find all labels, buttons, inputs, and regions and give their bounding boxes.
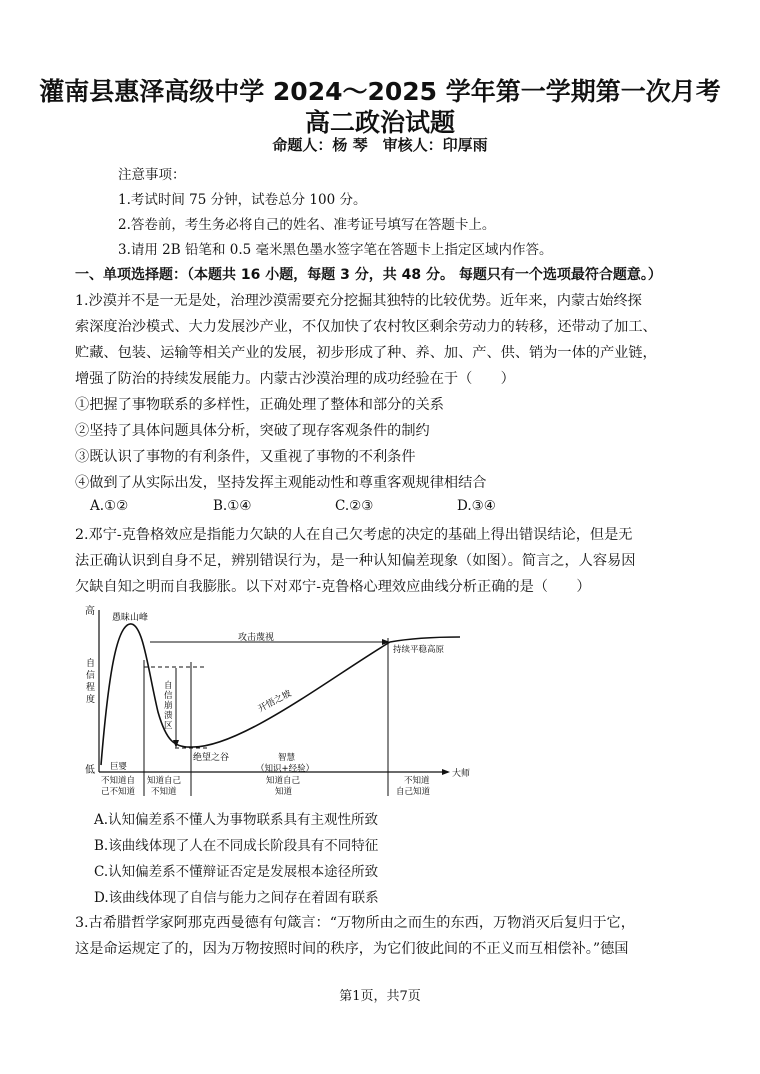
q2-option-d: D.该曲线体现了自信与能力之间存在着固有联系 [94,890,379,906]
q2-stem-line: 法正确认识到自身不足，辨别错误行为，是一种认知偏差现象（如图）。简言之，人容易因 [75,553,636,569]
q1-statement: ②坚持了具体问题具体分析，突破了现存客观条件的制约 [75,423,430,439]
exam-title-line1: 灌南县惠泽高级中学 2024～2025 学年第一学期第一次月考 [39,77,721,106]
wisdom-label: 智慧 [278,753,296,763]
x-end-label: 大师 [452,769,471,779]
q1-option-b: B.①④ [213,498,252,514]
stage-label: 知道 [275,787,293,797]
q2-stem-line: 2.邓宁-克鲁格效应是指能力欠缺的人在自己欠考虑的决定的基础上得出错误结论，但是无 [75,527,633,543]
notice-item: 1.考试时间 75 分钟，试卷总分 100 分。 [118,192,367,208]
y-axis-label-char: 程 [86,683,96,693]
y-axis-label-char: 度 [86,695,96,705]
collapse-zone-char: 崩 [164,701,173,711]
notice-item: 3.请用 2B 铅笔和 0.5 毫米黑色墨水签字笔在答题卡上指定区域内作答。 [118,242,553,258]
stage-label: 不知道 [404,776,430,786]
author-line: 命题人：杨 琴 审核人：印厚雨 [272,136,488,154]
collapse-zone-char: 自 [164,681,173,691]
section-heading: 一、单项选择题：（本题共 16 小题，每题 3 分，共 48 分。 每题只有一个选项最符合题意。） [75,267,662,283]
q3-stem-line: 这是命运规定了的，因为万物按照时间的秩序，为它们彼此间的不正义而互相偿补。”德国 [75,941,629,957]
y-axis-label-char: 自 [86,659,96,669]
stage-label: 不知道 [151,787,177,797]
exam-title-line2: 高二政治试题 [304,108,455,137]
q1-statement: ①把握了事物联系的多样性，正确处理了整体和部分的关系 [75,397,444,413]
wisdom-sub-label: （知识+经验） [256,764,315,774]
plateau-label: 持续平稳高原 [393,645,445,655]
stage-label: 知道自己 [266,776,301,786]
giant-baby-label: 巨婴 [110,762,128,772]
page-number: 第1页，共7页 [339,989,421,1004]
stage-label: 不知道自 [101,776,136,786]
q2-option-a: A.认知偏差系不懂人为事物联系具有主观性所致 [94,812,379,828]
x-axis-arrow [442,769,450,775]
y-high-label: 高 [85,606,95,617]
q2-option-b: B.该曲线体现了人在不同成长阶段具有不同特征 [94,838,379,854]
q1-stem-line: 贮藏、包装、运输等相关产业的发展，初步形成了种、养、加、产、供、销为一体的产业链， [75,345,657,361]
q1-option-d: D.③④ [457,498,496,514]
q1-statement: ③既认识了事物的有利条件，又重视了事物的不利条件 [75,449,416,465]
collapse-zone-char: 溃 [164,711,173,721]
stage-label: 自己知道 [396,787,431,797]
peak-label: 愚昧山峰 [112,613,149,623]
q1-stem-line: 1.沙漠并不是一无是处，治理沙漠需要充分挖掘其独特的比较优势。近年来，内蒙古始终探 [75,293,642,309]
q1-stem-line: 增强了防治的持续发展能力。内蒙古沙漠治理的成功经验在于（ ） [75,371,515,387]
q1-option-c: C.②③ [335,498,374,514]
notice-item: 2.答卷前，考生务必将自己的姓名、准考证号填写在答题卡上。 [118,217,496,233]
attack-label: 攻击蔑视 [238,633,275,643]
q2-option-c: C.认知偏差系不懂辩证否定是发展根本途径所致 [94,864,379,880]
q1-option-a: A.①② [90,498,129,514]
stage-label: 知道自己 [147,776,182,786]
dunning-kruger-figure [80,600,480,800]
valley-label: 绝望之谷 [193,753,230,763]
y-low-label: 低 [85,765,95,776]
collapse-zone-char: 区 [164,721,173,731]
q1-statement: ④做到了从实际出发，坚持发挥主观能动性和尊重客观规律相结合 [75,475,487,491]
y-axis-label-char: 信 [86,671,96,681]
q1-stem-line: 索深度治沙模式、大力发展沙产业，不仅加快了农村牧区剩余劳动力的转移，还带动了加工、 [75,319,657,335]
collapse-zone-char: 信 [164,691,173,701]
notice-heading: 注意事项： [118,167,186,183]
stage-label: 己不知道 [101,787,136,797]
q3-stem-line: 3.古希腊哲学家阿那克西曼德有句箴言：“万物所由之而生的东西，万物消灭后复归于它， [75,915,635,931]
slope-label: 开悟之坡 [256,688,294,715]
q2-stem-line: 欠缺自知之明而自我膨胀。以下对邓宁-克鲁格心理效应曲线分析正确的是（ ） [75,579,591,595]
